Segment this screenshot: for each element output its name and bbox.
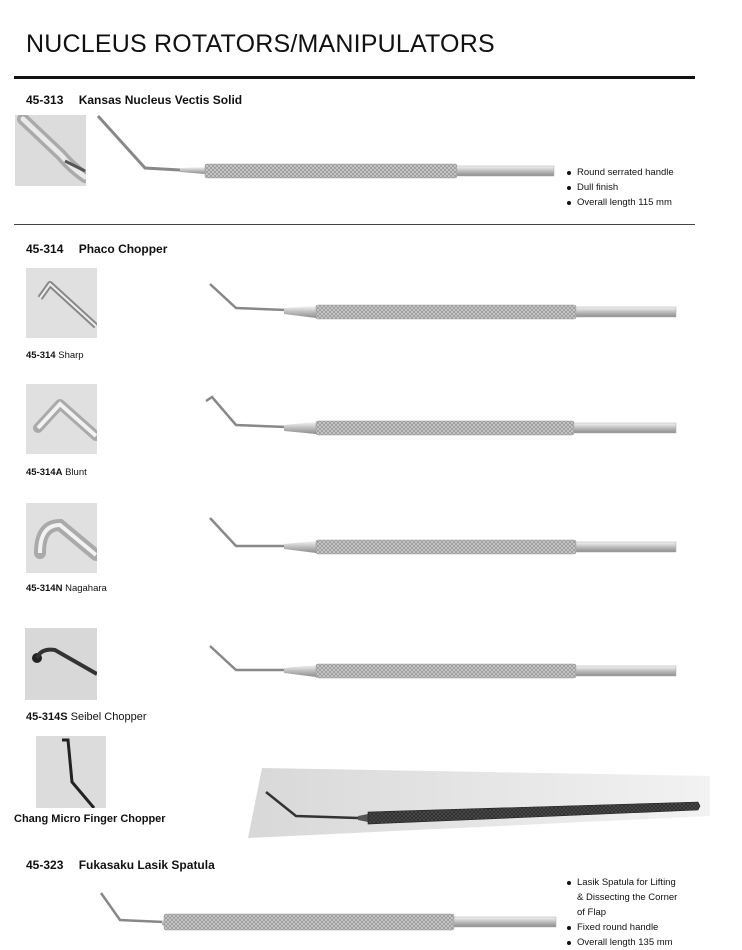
- feature-item: Lasik Spatula for Lifting: [567, 875, 677, 890]
- variant-caption-seibel: [26, 711, 147, 723]
- product-code: 45-314: [26, 242, 64, 256]
- feature-item: Overall length 115 mm: [567, 195, 674, 210]
- variant-label: Sharp: [58, 350, 84, 361]
- instrument-image-chang: [248, 766, 710, 838]
- title-divider: [14, 76, 695, 79]
- feature-item-continued: & Dissecting the Corner: [577, 892, 678, 903]
- variant-code: 45-314N: [26, 583, 63, 594]
- product-heading-45-323: [26, 858, 215, 872]
- feature-item: Overall length 135 mm: [567, 935, 677, 950]
- feature-item: Dull finish: [567, 180, 674, 195]
- variant-caption-blunt: [26, 467, 87, 478]
- tip-closeup-image-sharp: [26, 268, 97, 338]
- variant-code: 45-314S: [26, 711, 68, 723]
- product-name: Phaco Chopper: [78, 242, 168, 256]
- section-divider: [14, 224, 695, 225]
- product-code: 45-313: [26, 93, 64, 107]
- tip-closeup-image-chang: [36, 736, 106, 808]
- tip-closeup-image-seibel: [25, 628, 97, 700]
- instrument-image-45-323: [98, 890, 560, 940]
- tip-closeup-image-blunt: [26, 384, 97, 454]
- product-name: Fukasaku Lasik Spatula: [78, 858, 215, 872]
- variant-caption-sharp: [26, 350, 84, 361]
- tip-closeup-image-nagahara: [26, 503, 97, 573]
- product-name-chang: Chang Micro Finger Chopper: [14, 813, 166, 825]
- variant-code: 45-314: [26, 350, 56, 361]
- feature-item: Fixed round handle: [567, 920, 677, 935]
- feature-list-45-323: [567, 875, 677, 950]
- product-name: Kansas Nucleus Vectis Solid: [78, 93, 243, 107]
- instrument-image-nagahara: [206, 514, 680, 560]
- product-heading-45-313: [26, 93, 242, 107]
- tip-closeup-image: [15, 115, 86, 186]
- instrument-image-45-313: [95, 112, 560, 184]
- feature-item-continued: of Flap: [577, 907, 607, 918]
- variant-code: 45-314A: [26, 467, 63, 478]
- product-code: 45-323: [26, 858, 64, 872]
- page-title: NUCLEUS ROTATORS/MANIPULATORS: [26, 30, 495, 58]
- instrument-image-sharp: [206, 280, 680, 325]
- instrument-image-seibel: [206, 640, 680, 686]
- variant-caption-nagahara: [26, 583, 107, 594]
- instrument-image-blunt: [202, 395, 680, 441]
- variant-label: Seibel Chopper: [70, 711, 147, 723]
- feature-item: Round serrated handle: [567, 165, 674, 180]
- variant-label: Blunt: [65, 467, 87, 478]
- variant-label: Nagahara: [65, 583, 107, 594]
- feature-list-45-313: [567, 165, 674, 210]
- product-heading-45-314: [26, 242, 167, 256]
